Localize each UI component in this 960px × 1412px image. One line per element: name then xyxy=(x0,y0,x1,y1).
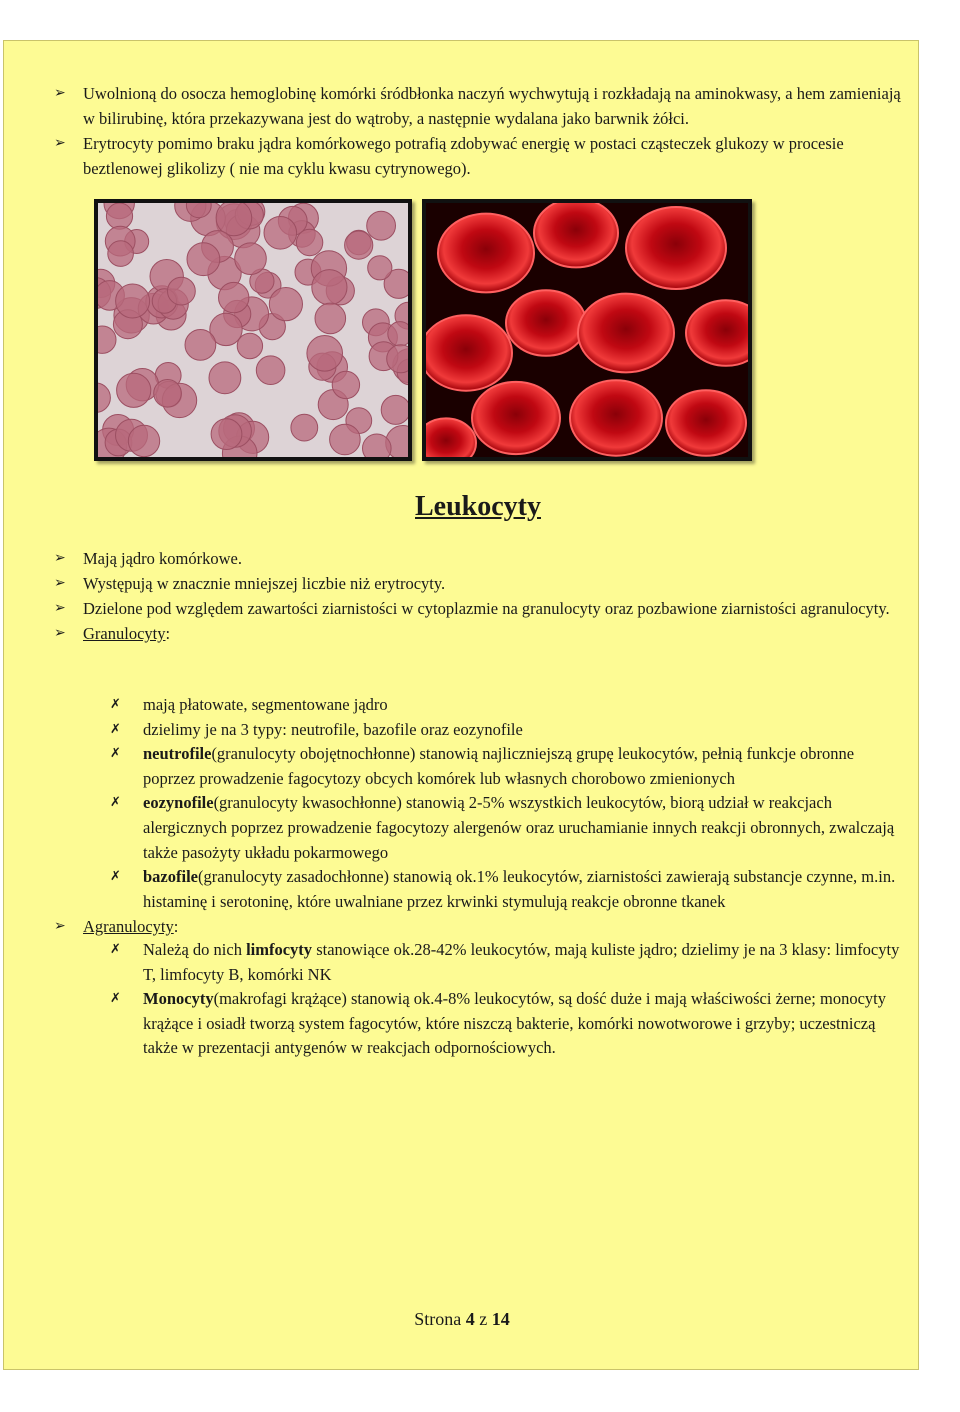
erythrocyte-bullets xyxy=(4,81,904,181)
arrowhead-bullet-icon: ➢ xyxy=(54,85,66,101)
x-mark-bullet-icon: ✗ xyxy=(110,869,121,885)
list-item xyxy=(4,693,904,718)
item-text: (granulocyty zasadochłonne) stanowią ok.1% leukocytów, ziarnistości zawierają substancje czynne, m.in. histaminę i serotoninę, które uwalniane przez krwinki stymulują reakcje obronne tkanek xyxy=(143,867,896,911)
list-item xyxy=(4,718,904,743)
smear-cell-shape xyxy=(307,336,343,372)
item-term: bazofile xyxy=(143,867,198,887)
smear-cell-shape xyxy=(235,243,267,275)
x-mark-bullet-icon: ✗ xyxy=(110,697,121,712)
smear-cell-shape xyxy=(211,419,242,450)
current-page: 4 xyxy=(465,1309,475,1329)
item-term: eozynofile xyxy=(143,793,214,813)
blood-smear-image xyxy=(94,199,412,461)
granulocyty-list xyxy=(4,693,904,914)
item-text: stanowiące ok.28-42% leukocytów, mają kuliste jądro; dzielimy je na 3 klasy: limfocyty T, limfocyty B, komórki NK xyxy=(143,940,900,984)
red-cell-shape xyxy=(506,290,586,356)
smear-cell-shape xyxy=(368,256,392,280)
arrowhead-bullet-icon: ➢ xyxy=(54,135,66,151)
bullet-item-agranulocyty xyxy=(4,914,904,939)
arrowhead-bullet-icon: ➢ xyxy=(54,625,66,641)
x-mark-bullet-icon: ✗ xyxy=(110,721,121,737)
smear-cell-shape xyxy=(269,288,302,321)
smear-cell-shape xyxy=(330,424,361,455)
item-text: (makrofagi krążące) stanowią ok.4-8% leukocytów, są dość duże i mają właściwości żerne; monocyty krążące i osiadł tworzą system fagocytów, które niszczą bakterie, komórki nowotworowe i grzyby; uczestniczą także w prezentacji antygenów w reakcjach odpornościowych. xyxy=(143,989,887,1058)
total-pages: 14 xyxy=(491,1309,510,1329)
smear-cell-shape xyxy=(154,380,182,408)
smear-cell-shape xyxy=(185,330,216,361)
red-cell-shape xyxy=(534,203,618,267)
footer-mid: z xyxy=(474,1309,492,1329)
item-prefix: Należą do nich xyxy=(143,940,247,959)
red-cell-shape xyxy=(626,207,726,289)
list-item xyxy=(4,987,904,1061)
smear-cell-shape xyxy=(315,303,346,334)
bullet-item xyxy=(4,596,904,621)
bullet-item xyxy=(4,546,904,571)
item-text: (granulocyty kwasochłonne) stanowią 2-5% wszystkich leukocytów, biorą udział w reakcjach alergicznych poprzez prowadzenie fagocytozy alergenów oraz uruchamianie innych reakcji obronnych, zwalczają także pasożyty układu pokarmowego xyxy=(143,793,895,862)
bullet-text: Uwolnioną do osocza hemoglobinę komórki śródbłonka naczyń wychwytują i rozkładają na aminokwasy, a hem zamieniają w bilirubinę, która przekazywana jest do wątroby, a następnie wydalana jako barwnik żółci. xyxy=(83,84,901,128)
smear-cell-shape xyxy=(291,414,318,441)
smear-cell-shape xyxy=(117,373,151,407)
smear-cell-shape xyxy=(345,231,373,259)
item-term: Monocyty xyxy=(143,989,214,1009)
x-mark-bullet-icon: ✗ xyxy=(110,746,121,762)
red-cell-shape xyxy=(426,315,512,390)
bullet-text: Występują w znacznie mniejszej liczbie niż erytrocyty. xyxy=(83,574,446,593)
smear-cell-shape xyxy=(98,383,110,412)
x-mark-bullet-icon: ✗ xyxy=(110,795,121,811)
red-cell-shape xyxy=(666,390,746,456)
list-item xyxy=(4,865,904,914)
smear-cell-shape xyxy=(219,282,249,312)
footer-prefix: Strona xyxy=(414,1309,466,1329)
red-cell-shape xyxy=(438,214,534,293)
smear-cell-shape xyxy=(312,270,347,305)
item-text: mają płatowate, segmentowane jądro xyxy=(143,695,388,714)
red-cell-shape xyxy=(570,380,662,455)
leukocyte-bullets xyxy=(4,546,904,646)
item-text: dzielimy je na 3 typy: neutrofile, bazofile oraz eozynofile xyxy=(143,719,523,739)
red-cell-shape xyxy=(472,382,560,454)
smear-cell-shape xyxy=(209,362,241,394)
smear-cell-shape xyxy=(264,217,297,250)
item-term: neutrofile xyxy=(143,744,212,764)
agranulocyty-colon: : xyxy=(173,917,179,936)
item-term: limfocyty xyxy=(246,940,313,959)
red-blood-cells-3d-image xyxy=(422,199,752,461)
list-item xyxy=(4,938,904,987)
red-cell-shape xyxy=(578,294,674,373)
agranulocyty-list xyxy=(4,938,904,1061)
list-item xyxy=(4,742,904,791)
agranulocyty-label: Agranulocyty xyxy=(83,917,174,936)
arrowhead-bullet-icon: ➢ xyxy=(54,575,66,591)
arrowhead-bullet-icon: ➢ xyxy=(54,550,66,566)
section-heading: Leukocyty xyxy=(415,491,541,522)
smear-cell-shape xyxy=(381,395,408,424)
smear-cell-shape xyxy=(106,203,132,229)
bullet-text: Erytrocyty pomimo braku jądra komórkowego potrafią zdobywać energię w postaci cząsteczek glukozy w procesie beztlenowej glikolizy ( nie ma cyklu kwasu cytrynowego). xyxy=(83,134,844,178)
smear-cell-shape xyxy=(363,434,392,457)
agranulocyty-bullet xyxy=(4,914,904,939)
smear-cell-shape xyxy=(98,326,116,353)
arrowhead-bullet-icon: ➢ xyxy=(54,918,66,934)
smear-cell-shape xyxy=(296,229,322,255)
bullet-text: Mają jądro komórkowe. xyxy=(83,549,242,568)
smear-cell-shape xyxy=(187,243,220,276)
smear-cell-shape xyxy=(367,211,396,240)
bullet-item-granulocyty xyxy=(4,621,904,646)
smear-cell-shape xyxy=(116,284,150,318)
granulocyty-label: Granulocyty xyxy=(83,624,166,643)
granulocyty-colon: : xyxy=(165,624,171,643)
smear-cell-shape xyxy=(237,333,262,358)
bullet-text: Dzielone pod względem zawartości ziarnistości w cytoplazmie na granulocyty oraz pozbawione ziarnistości agranulocyty. xyxy=(83,599,890,618)
bullet-item xyxy=(4,81,904,131)
item-text: (granulocyty obojętnochłonne) stanowią najliczniejszą grupę leukocytów, pełnią funkcje obronne poprzez prowadzenie fagocytozy obcych komórek lub własnych chorobowo zmienionych xyxy=(143,744,855,788)
smear-cell-shape xyxy=(388,322,408,346)
smear-cell-shape xyxy=(128,425,159,456)
x-mark-bullet-icon: ✗ xyxy=(110,942,121,957)
smear-cell-shape xyxy=(332,371,359,398)
page-number-footer xyxy=(4,1309,920,1330)
smear-cell-shape xyxy=(256,356,285,385)
list-item xyxy=(4,791,904,865)
bullet-item xyxy=(4,131,904,181)
document-page xyxy=(3,40,919,1370)
x-mark-bullet-icon: ✗ xyxy=(110,991,121,1007)
smear-cell-shape xyxy=(168,277,196,305)
arrowhead-bullet-icon: ➢ xyxy=(54,600,66,616)
bullet-item xyxy=(4,571,904,596)
smear-cell-shape xyxy=(108,241,134,267)
